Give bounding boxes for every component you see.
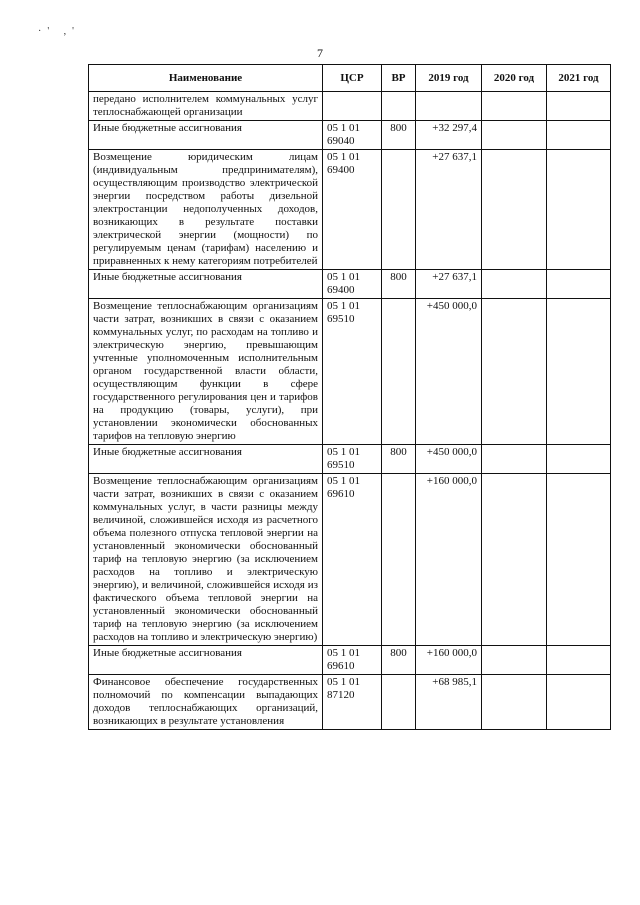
cell-2019: +68 985,1 [416,675,482,730]
cell-2021 [547,299,611,445]
cell-2020 [482,445,547,474]
cell-name: Иные бюджетные ассигнования [89,270,323,299]
cell-2019: +27 637,1 [416,150,482,270]
cell-name: Иные бюджетные ассигнования [89,445,323,474]
cell-vr: 800 [382,270,416,299]
cell-name: Возмещение теплоснабжающим организациям части затрат, возникших в связи с оказанием коммунальных услуг, в части разницы между величиной, сложившейся исходя из расчетного объема полезного отпуска тепловой энергии на установленный экономически обоснованный тариф на тепловую энергию (за исключением расходов на топливо и электрическую энергию), и величиной, сложившейся исходя из фактического объема тепловой энергии на установленный экономически обоснованный тариф на тепловую энергию (за исключением расходов на топливо и электрическую энергию) [89,474,323,646]
page-number: 7 [317,46,323,60]
cell-vr [382,675,416,730]
table-row [89,474,611,646]
cell-2021 [547,445,611,474]
table-row [89,270,611,299]
table-row [89,675,611,730]
cell-vr: 800 [382,121,416,150]
header-csr: ЦСР [323,65,382,92]
cell-vr: 800 [382,445,416,474]
cell-csr: 05 1 01 69610 [323,646,382,675]
cell-2021 [547,474,611,646]
cell-vr [382,92,416,121]
cell-2020 [482,121,547,150]
cell-2021 [547,121,611,150]
header-2019: 2019 год [416,65,482,92]
header-2020: 2020 год [482,65,547,92]
cell-name: Иные бюджетные ассигнования [89,646,323,675]
cell-2020 [482,299,547,445]
table-row [89,150,611,270]
cell-2019: +450 000,0 [416,445,482,474]
cell-2020 [482,150,547,270]
header-name: Наименование [89,65,323,92]
table-row [89,646,611,675]
cell-vr [382,474,416,646]
cell-2019: +160 000,0 [416,474,482,646]
cell-name: Иные бюджетные ассигнования [89,121,323,150]
cell-2021 [547,92,611,121]
table-row [89,92,611,121]
cell-vr [382,299,416,445]
cell-2019: +32 297,4 [416,121,482,150]
cell-name: Финансовое обеспечение государственных полномочий по компенсации выпадающих доходов теплоснабжающих организаций, возникающих в результате установления [89,675,323,730]
cell-name: Возмещение теплоснабжающим организациям части затрат, возникших в связи с оказанием коммунальных услуг, по расходам на топливо и электрическую энергию, превышающим учтенные уполномоченным исполнительным органом государственной власти области, осуществляющим функции в сфере государственного регулирования цен и тарифов на продукцию (товары, услуги), при установлении экономически обоснованных тарифов на тепловую энергию [89,299,323,445]
header-vr: ВР [382,65,416,92]
cell-csr: 05 1 01 69040 [323,121,382,150]
cell-2019: +27 637,1 [416,270,482,299]
table-row [89,299,611,445]
cell-csr: 05 1 01 69610 [323,474,382,646]
cell-2019: +450 000,0 [416,299,482,445]
cell-2020 [482,92,547,121]
header-2021: 2021 год [547,65,611,92]
scan-marks: ·' ,' [38,26,80,37]
cell-csr: 05 1 01 69400 [323,270,382,299]
cell-2019 [416,92,482,121]
table-row [89,121,611,150]
cell-csr: 05 1 01 69400 [323,150,382,270]
cell-name: передано исполнителем коммунальных услуг теплоснабжающей организации [89,92,323,121]
cell-csr: 05 1 01 69510 [323,299,382,445]
cell-2021 [547,675,611,730]
cell-2020 [482,675,547,730]
cell-vr: 800 [382,646,416,675]
cell-name: Возмещение юридическим лицам (индивидуальным предпринимателям), осуществляющим производство электрической энергии посредством работы дизельной электростанции недополученных доходов, возникающих в результате поставки электрической энергии (мощности) по регулируемым ценам (тарифам) населению и приравненных к нему категориям потребителей [89,150,323,270]
cell-2020 [482,474,547,646]
budget-table [88,64,611,730]
cell-2020 [482,646,547,675]
cell-csr [323,92,382,121]
cell-vr [382,150,416,270]
cell-csr: 05 1 01 69510 [323,445,382,474]
cell-2021 [547,646,611,675]
cell-2021 [547,150,611,270]
cell-csr: 05 1 01 87120 [323,675,382,730]
cell-2020 [482,270,547,299]
cell-2021 [547,270,611,299]
table-header-row [89,65,611,92]
table-row [89,445,611,474]
cell-2019: +160 000,0 [416,646,482,675]
